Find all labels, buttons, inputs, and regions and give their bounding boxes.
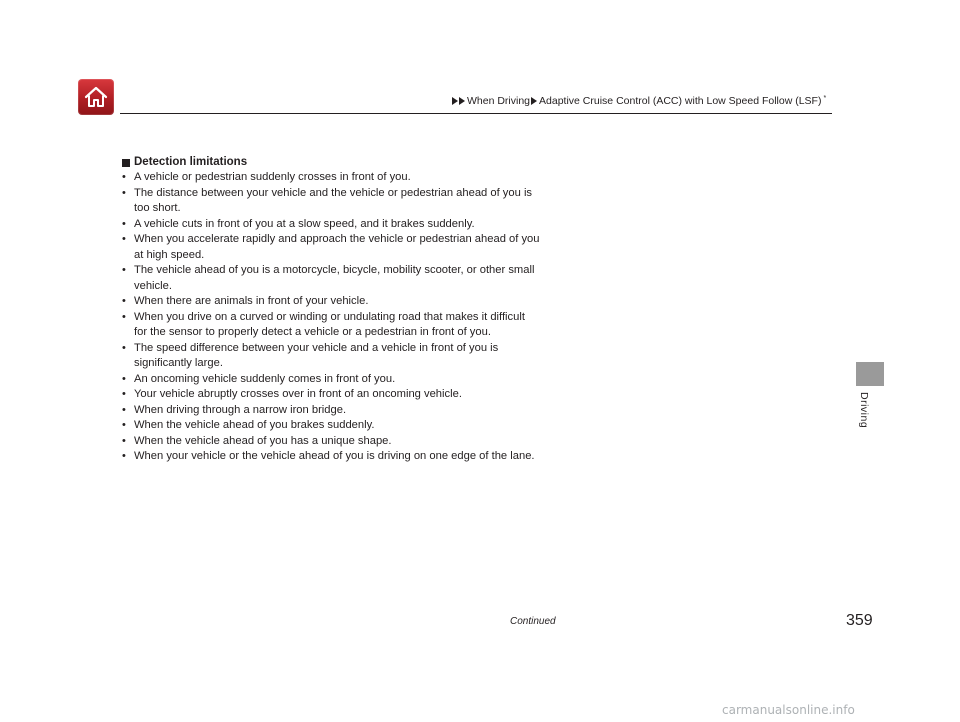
bullet-item bbox=[122, 403, 582, 419]
bullet-text: When the vehicle ahead of you brakes suddenly. bbox=[134, 419, 375, 431]
bullet-item bbox=[122, 418, 582, 434]
breadcrumb-item[interactable]: Adaptive Cruise Control (ACC) with Low Speed Follow (LSF) bbox=[539, 95, 822, 107]
bullet-item bbox=[122, 170, 582, 186]
bullet-text: The distance between your vehicle and the vehicle or pedestrian ahead of you is bbox=[134, 186, 533, 199]
bullet-dot-icon: • bbox=[122, 403, 126, 416]
bullet-item bbox=[122, 263, 582, 294]
bullet-dot-icon: • bbox=[122, 388, 126, 400]
bullet-item bbox=[122, 372, 582, 388]
breadcrumb-arrow-icon bbox=[459, 97, 465, 105]
bullet-item bbox=[122, 387, 582, 403]
bullet-text-continued: significantly large. bbox=[134, 357, 223, 369]
bullet-dot-icon: • bbox=[122, 419, 126, 431]
section-title: Detection limitations bbox=[134, 156, 248, 168]
bullet-dot-icon: • bbox=[122, 171, 126, 183]
bullet-dot-icon: • bbox=[122, 295, 126, 307]
bullet-item bbox=[122, 186, 582, 217]
bullet-item bbox=[122, 294, 582, 310]
bullet-text-continued: for the sensor to properly detect a vehicle or a pedestrian in front of you. bbox=[134, 326, 491, 338]
bullet-item bbox=[122, 232, 582, 263]
page-number: 359 bbox=[846, 612, 873, 629]
bullet-text: When driving through a narrow iron bridge. bbox=[134, 403, 347, 416]
bullet-text: A vehicle cuts in front of you at a slow speed, and it brakes suddenly. bbox=[134, 217, 475, 230]
bullet-dot-icon: • bbox=[122, 434, 126, 447]
bullet-dot-icon: • bbox=[122, 233, 126, 245]
bullet-text: When your vehicle or the vehicle ahead of you is driving on one edge of the lane. bbox=[134, 450, 535, 462]
bullet-text: The vehicle ahead of you is a motorcycle, bicycle, mobility scooter, or other small bbox=[134, 264, 535, 276]
bullet-dot-icon: • bbox=[122, 264, 126, 276]
bullet-list bbox=[122, 170, 582, 465]
side-tab-marker bbox=[856, 362, 884, 386]
bullet-item bbox=[122, 341, 582, 372]
breadcrumb bbox=[452, 95, 826, 107]
bullet-text: Your vehicle abruptly crosses over in front of an oncoming vehicle. bbox=[134, 388, 462, 400]
watermark: carmanualsonline.info bbox=[722, 703, 855, 717]
breadcrumb-arrow-icon bbox=[452, 97, 458, 105]
bullet-text-continued: at high speed. bbox=[134, 248, 205, 261]
breadcrumb-arrow-icon bbox=[531, 97, 537, 105]
square-bullet-icon bbox=[122, 159, 130, 167]
bullet-text-continued: vehicle. bbox=[134, 279, 172, 292]
bullet-text: When there are animals in front of your vehicle. bbox=[134, 295, 369, 307]
detection-limitations-section bbox=[122, 155, 582, 465]
home-icon bbox=[83, 85, 109, 109]
bullet-item bbox=[122, 217, 582, 233]
bullet-text: When you drive on a curved or winding or undulating road that makes it difficult bbox=[134, 310, 525, 323]
bullet-text: When the vehicle ahead of you has a unique shape. bbox=[134, 434, 392, 447]
bullet-item bbox=[122, 310, 582, 341]
bullet-dot-icon: • bbox=[122, 372, 126, 385]
bullet-text: A vehicle or pedestrian suddenly crosses in front of you. bbox=[134, 171, 411, 183]
side-tab-label: Driving bbox=[858, 392, 870, 429]
bullet-dot-icon: • bbox=[122, 341, 126, 354]
bullet-item bbox=[122, 449, 582, 465]
home-button[interactable] bbox=[78, 79, 114, 115]
breadcrumb-asterisk: * bbox=[823, 94, 827, 102]
bullet-dot-icon: • bbox=[122, 217, 126, 230]
bullet-dot-icon: • bbox=[122, 186, 126, 199]
bullet-text: When you accelerate rapidly and approach the vehicle or pedestrian ahead of you bbox=[134, 233, 540, 245]
bullet-dot-icon: • bbox=[122, 310, 126, 323]
bullet-text: The speed difference between your vehicle and a vehicle in front of you is bbox=[134, 341, 499, 354]
bullet-text: An oncoming vehicle suddenly comes in front of you. bbox=[134, 372, 396, 385]
continued-label: Continued bbox=[510, 616, 556, 627]
bullet-item bbox=[122, 434, 582, 450]
bullet-dot-icon: • bbox=[122, 450, 126, 462]
header-divider bbox=[120, 113, 832, 114]
section-heading bbox=[122, 155, 582, 170]
bullet-text-continued: too short. bbox=[134, 202, 181, 214]
breadcrumb-item[interactable]: When Driving bbox=[467, 95, 531, 107]
